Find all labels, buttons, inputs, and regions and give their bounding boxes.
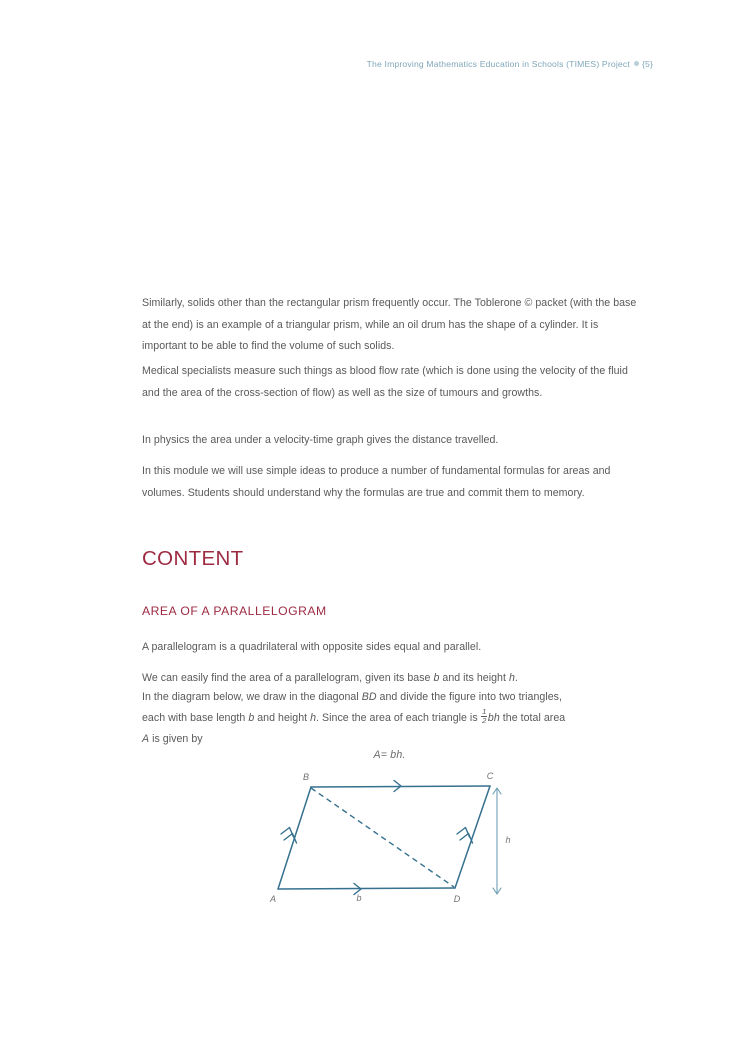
- paragraph-line: has the shape of a cylinder. It is important to be able to find the volume of such solids.: [142, 318, 599, 352]
- vertex-label-a: A: [269, 894, 277, 904]
- variable-h: h: [310, 712, 317, 724]
- paragraph-line: velocity of the fluid and the area of the cross-section of flow) as well as the size of: [142, 365, 628, 399]
- base-label-b: b: [356, 893, 362, 903]
- text-fragment: is given by: [149, 733, 203, 745]
- variable-h: h: [508, 672, 515, 684]
- parallelogram-diagram: [250, 763, 540, 913]
- text-fragment: We can easily find the area of a parallelogram, given its base: [142, 672, 434, 684]
- text-fragment: each with base length: [142, 712, 249, 724]
- paragraph-line: tumours and growths.: [439, 386, 543, 399]
- fraction-one-half: [481, 708, 487, 725]
- variable-a: A: [142, 733, 150, 745]
- edge-cd: [455, 786, 490, 888]
- paragraph-diagram-explanation-1: [142, 687, 647, 709]
- paragraph-line: In this module we will use simple ideas to produce a number of fundamental formulas: [142, 465, 545, 477]
- paragraph-diagram-explanation-3: [142, 729, 637, 751]
- variable-b: b: [433, 672, 440, 684]
- chevron-dc-1: [457, 828, 470, 838]
- variable-bd: BD: [361, 691, 377, 703]
- paragraph-physics: [142, 430, 637, 452]
- fraction-denominator: 2: [482, 716, 487, 726]
- formula-area-parallelogram: A= bh.: [373, 749, 406, 761]
- paragraph-solids: [142, 293, 642, 358]
- text-fragment: and its height: [439, 672, 509, 684]
- paragraph-diagram-explanation-2: [142, 708, 647, 730]
- height-label-h: h: [505, 835, 511, 845]
- text-fragment: . Since the area of each triangle is: [316, 712, 481, 724]
- variable-bh: bh: [487, 712, 500, 724]
- page-title-content: CONTENT: [142, 547, 244, 570]
- vertex-label-d: D: [453, 894, 461, 904]
- definition-text: A parallelogram is a quadrilateral with opposite sides equal and parallel.: [142, 641, 482, 653]
- paragraph-definition: [142, 637, 637, 659]
- text-fragment: In the diagram below, we draw in the diagonal: [142, 691, 362, 703]
- paragraph-line: Medical specialists measure such things as blood flow rate (which is done using the: [142, 365, 537, 377]
- bullet-dot-icon: [634, 61, 639, 66]
- paragraph-line: commit them to memory.: [467, 486, 585, 499]
- chevron-ab-2: [284, 834, 297, 844]
- paragraph-line: for areas and volumes. Students should understand why the formulas are true and: [142, 465, 611, 499]
- chevron-ab-1: [281, 828, 294, 838]
- header-title: The Improving Mathematics Education in Schools (TIMES) Project: [366, 59, 630, 69]
- running-header: [0, 59, 653, 69]
- diagonal-bd: [311, 788, 454, 887]
- vertex-label-b: B: [302, 772, 310, 782]
- paragraph-medical: [142, 361, 637, 404]
- paragraph-line: In physics the area under a velocity-time graph gives the distance travelled.: [142, 434, 499, 446]
- header-page-number: {5}: [641, 59, 653, 69]
- edge-da: [278, 888, 455, 889]
- text-fragment: and height: [254, 712, 311, 724]
- variable-b: b: [248, 712, 255, 724]
- paragraph-line: packet (with the base at the end) is an example of a triangular prism, while an oil drum: [142, 297, 637, 331]
- paragraph-line: Similarly, solids other than the rectangular prism frequently occur. The Toblerone ©: [142, 297, 533, 309]
- paragraph-module: [142, 461, 642, 504]
- text-fragment: .: [514, 672, 518, 684]
- section-heading-area-of-a-parallelogram: AREA OF A PARALLELOGRAM: [142, 604, 327, 618]
- vertex-label-c: C: [486, 771, 494, 781]
- text-fragment: the total area: [499, 712, 566, 724]
- text-fragment: and divide the figure into two triangles,: [376, 691, 562, 703]
- fraction-numerator: 1: [482, 707, 487, 717]
